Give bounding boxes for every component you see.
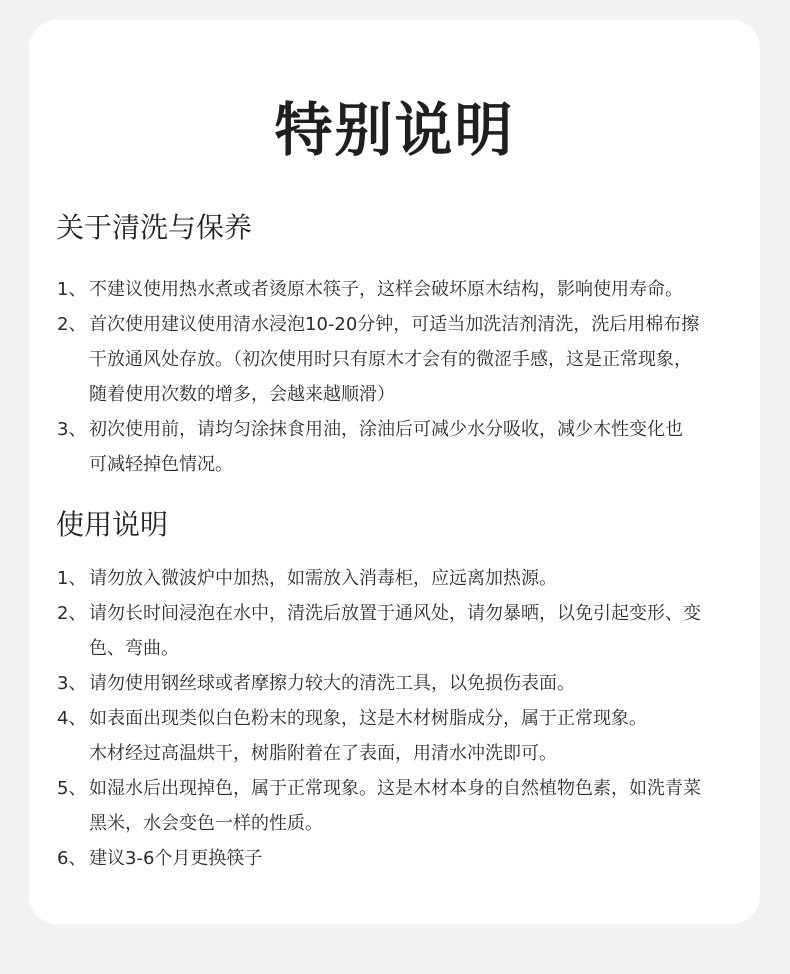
item-number: 4、: [57, 708, 87, 729]
list-item: [57, 307, 757, 412]
item-text: [89, 701, 757, 771]
item-text-line: 色、弯曲。: [89, 638, 179, 659]
item-text: [89, 596, 757, 666]
item-number: 1、: [57, 568, 87, 589]
item-text-line: 首次使用建议使用清水浸泡10-20分钟，可适当加洗洁剂清洗，洗后用棉布擦: [89, 314, 700, 335]
section-heading-usage: 使用说明: [56, 508, 169, 541]
item-number: 3、: [57, 419, 87, 440]
item-number: 2、: [57, 603, 87, 624]
item-text: [89, 412, 757, 482]
item-text-line: 初次使用前，请均匀涂抹食用油，涂油后可减少水分吸收，减少木性变化也: [89, 419, 683, 440]
list-item: [57, 561, 757, 596]
item-text-line: 干放通风处存放。（初次使用时只有原木才会有的微涩手感，这是正常现象，: [89, 349, 692, 370]
list-item: [57, 841, 757, 876]
item-number: 2、: [57, 314, 87, 335]
item-text-line: 黑米，水会变色一样的性质。: [89, 813, 323, 834]
item-text-line: 建议3-6个月更换筷子: [89, 848, 263, 869]
cleaning-care-list: [57, 272, 757, 482]
item-text-line: 如表面出现类似白色粉末的现象，这是木材树脂成分，属于正常现象。: [89, 708, 647, 729]
item-text: [89, 841, 757, 876]
item-text-line: 请勿放入微波炉中加热，如需放入消毒柜，应远离加热源。: [89, 568, 557, 589]
item-text-line: 木材经过高温烘干，树脂附着在了表面，用清水冲洗即可。: [89, 743, 557, 764]
item-number: 1、: [57, 279, 87, 300]
page-title: 特别说明: [274, 96, 515, 164]
section-heading-cleaning-care: 关于清洗与保养: [56, 211, 253, 244]
list-item: [57, 412, 757, 482]
item-text: [89, 561, 757, 596]
item-text: [89, 272, 757, 307]
item-text: [89, 307, 757, 412]
item-text-line: 请勿长时间浸泡在水中，清洗后放置于通风处，请勿暴晒，以免引起变形、变: [89, 603, 701, 624]
item-text: [89, 771, 757, 841]
item-text-line: 随着使用次数的增多，会越来越顺滑）: [89, 384, 395, 405]
list-item: [57, 596, 757, 666]
item-text-line: 可减轻掉色情况。: [89, 454, 233, 475]
list-item: [57, 666, 757, 701]
list-item: [57, 701, 757, 771]
item-number: 6、: [57, 848, 87, 869]
item-text-line: 不建议使用热水煮或者烫原木筷子，这样会破坏原木结构，影响使用寿命。: [89, 279, 683, 300]
list-item: [57, 771, 757, 841]
usage-list: [57, 561, 757, 876]
item-text: [89, 666, 757, 701]
item-text-line: 如湿水后出现掉色，属于正常现象。这是木材本身的自然植物色素，如洗青菜: [89, 778, 701, 799]
item-number: 3、: [57, 673, 87, 694]
list-item: [57, 272, 757, 307]
item-number: 5、: [57, 778, 87, 799]
item-text-line: 请勿使用钢丝球或者摩擦力较大的清洗工具，以免损伤表面。: [89, 673, 575, 694]
instructions-card: [29, 20, 760, 924]
